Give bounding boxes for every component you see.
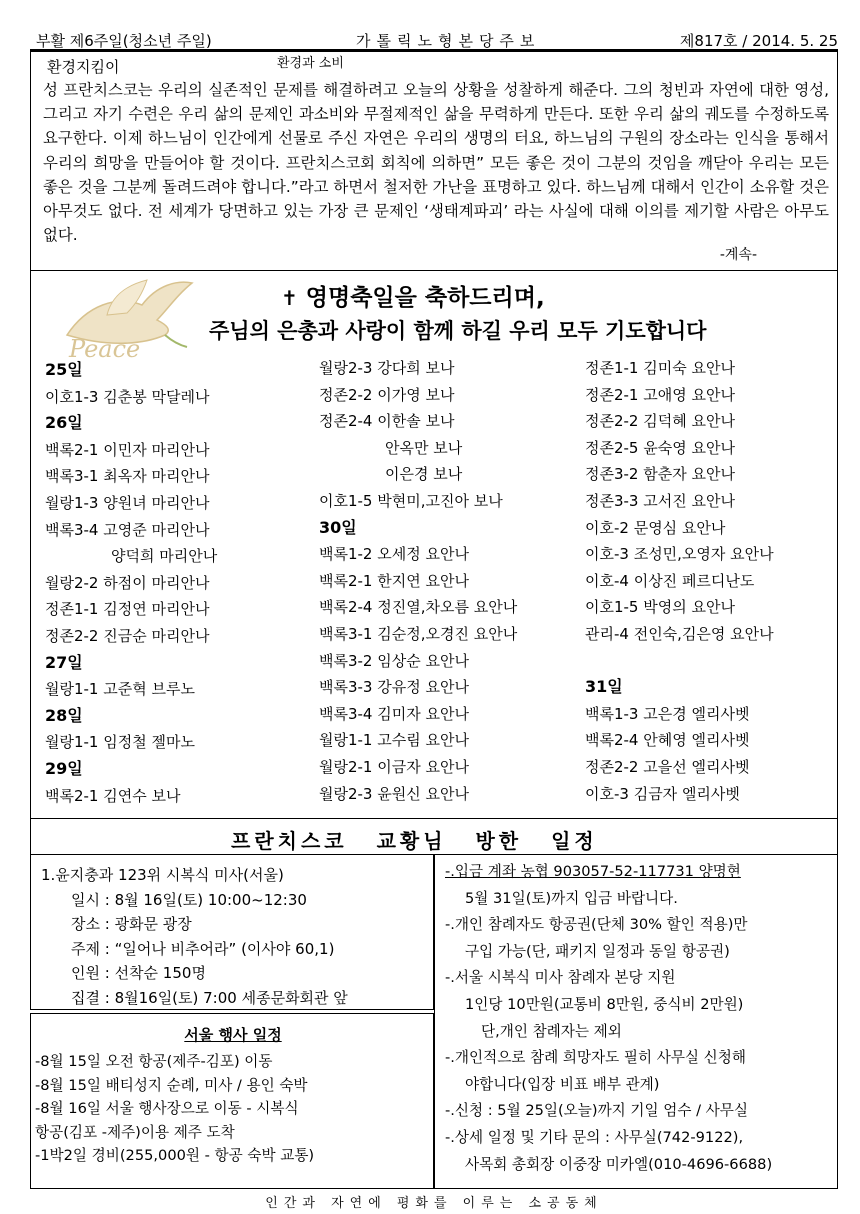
feast-date-heading: 27일 — [45, 652, 83, 672]
seoul-schedule-item: -8월 15일 배티성지 순례, 미사 / 용인 숙박 — [35, 1076, 308, 1094]
bulletin-header — [30, 28, 838, 50]
feast-list-item: 정존2-5 윤숙영 요안나 — [585, 438, 735, 457]
feast-list-item: 백록3-4 김미자 요안나 — [319, 704, 469, 723]
feast-list-item: 월랑2-3 강다희 보나 — [319, 359, 455, 377]
feast-list-item: 백록1-3 고은경 엘리사벳 — [585, 704, 750, 723]
feast-list-item: 정존1-1 김정연 마리안나 — [45, 600, 210, 619]
registration-info-item: -.신청 : 5월 25일(오늘)까지 기일 엄수 / 사무실 — [445, 1102, 748, 1120]
environment-subtitle: 환경과 소비 — [277, 56, 344, 71]
feast-list-item: 이호-3 김금자 엘리사벳 — [585, 784, 740, 803]
papal-visit-title: 프란치스코 교황님 방한 일정 — [231, 829, 598, 853]
feast-list-item: 월랑1-3 양원녀 마리안나 — [45, 493, 210, 512]
feast-list-item: 월랑2-2 하점이 마리안나 — [45, 573, 210, 592]
registration-info-list — [445, 859, 772, 1178]
mass-detail-item: 집결 : 8월16일(토) 7:00 세종문화회관 앞 — [71, 988, 348, 1007]
beatification-mass-box — [30, 855, 434, 1010]
feast-list-item: 정존3-3 고서진 요안나 — [585, 491, 735, 510]
papal-visit-title-bar — [30, 819, 838, 855]
feast-list-item: 정존2-2 김덕혜 요안나 — [585, 412, 735, 431]
continued-note: -계속- — [719, 247, 757, 263]
seoul-schedule-item: -8월 16일 서울 행사장으로 이동 - 시복식 — [35, 1100, 299, 1117]
feast-list-column-3 — [585, 355, 774, 807]
feast-date-heading: 31일 — [585, 677, 623, 697]
feast-list-item: 정존1-1 김미숙 요안나 — [585, 359, 735, 377]
feast-date-heading: 30일 — [319, 517, 357, 537]
feast-list-item: 백록3-2 임상순 요안나 — [319, 651, 469, 670]
feast-list-item: 이호1-3 김춘봉 막달레나 — [45, 387, 210, 406]
environment-body: 성 프란치스코는 우리의 실존적인 문제를 해결하려고 오늘의 상황을 성찰하게 해준다. 그의 청빈과 자연에 대한 영성, 그리고 자기 수련은 우리 삶의 문제인 과소비와 무절제적인 삶을 무력하게 만든다. 또한 우리 삶의 궤도를 수정하도록 요구한다. 이제 하느님이 인간에게 선물로 주신 자연은 우리의 생명의 터요, 하느님의 구원의 장소라는 인식을 통해서 우리의 희망을 만들어야 할 것이다. 프란치스코회 회칙에 의하면” 모든 좋은 것이 그분의 것임을 깨닫아 우리는 모든 좋은 것을 그분께 돌려드려야 합니다.”라고 하면서 철저한 가난을 표명하고 있다. 하느님께 대해서 인간이 소유할 것은 아무것도 없다. 전 세계가 당면하고 있는 가장 큰 문제인 ‘생태계파괴’ 라는 사실에 대해 이의를 제기할 사람은 아무도 없다. — [43, 81, 829, 245]
feast-list-item: 정존3-2 함춘자 요안나 — [585, 465, 735, 484]
feast-date-heading: 28일 — [45, 705, 83, 725]
liturgical-day: 부활 제6주일(청소년 주일) — [36, 32, 212, 50]
feast-list-item: 정존2-2 진금순 마리안나 — [45, 626, 210, 645]
mass-details — [41, 863, 348, 1011]
registration-info-item: -.상세 일정 및 기타 문의 : 사무실(742-9122), — [445, 1128, 744, 1146]
feast-date-heading: 26일 — [45, 413, 83, 433]
registration-info-item: 구입 가능(단, 패키지 일정과 동일 항공권) — [465, 942, 730, 960]
mass-detail-item: 장소 : 광화문 광장 — [71, 915, 192, 934]
mass-detail-item: 일시 : 8월 16일(토) 10:00~12:30 — [71, 890, 307, 909]
registration-info-item: -.서울 시복식 미사 참례자 본당 지원 — [445, 969, 676, 987]
feast-list-item: 정존2-2 고을선 엘리사벳 — [585, 757, 750, 776]
feast-list-item: 월랑1-1 고준혁 브루노 — [45, 680, 195, 699]
registration-info-item: 5월 31일(토)까지 입금 바랍니다. — [465, 889, 678, 907]
feast-list-item: 이은경 보나 — [385, 465, 463, 484]
registration-info-item: -.입금 계좌 농협 903057-52-117731 양명현 — [445, 863, 741, 880]
feast-list-item: 백록3-1 김순정,오경진 요안나 — [319, 624, 518, 643]
feast-list-item: 안옥만 보나 — [385, 438, 463, 457]
seoul-schedule-item: 항공(김포 -제주)이용 제주 도착 — [35, 1123, 235, 1141]
feast-list-item: 백록2-1 이민자 마리안나 — [45, 440, 210, 459]
feast-list-column-2 — [319, 355, 517, 807]
feast-list-item: 백록1-2 오세정 요안나 — [319, 545, 469, 564]
peace-dove-image — [47, 275, 197, 367]
parish-motto: 인간과 자연에 평화를 이루는 소공동체 — [265, 1196, 603, 1211]
cross-icon: ✝ — [281, 286, 298, 310]
feast-list-item: 백록3-4 고영준 마리안나 — [45, 520, 210, 539]
seoul-schedule-item: -8월 15일 오전 항공(제주-김포) 이동 — [35, 1053, 273, 1070]
issue-number-date: 제817호 / 2014. 5. 25 — [679, 32, 838, 50]
feast-list-item: 백록3-1 최옥자 마리안나 — [45, 467, 210, 486]
mass-detail-item: 주제 : “일어나 비추어라” (이사야 60,1) — [71, 939, 335, 958]
registration-info-item: 단,개인 참례자는 제외 — [481, 1022, 622, 1040]
registration-info-item: 사목회 총회장 이중장 미카엘(010-4696-6688) — [465, 1155, 773, 1173]
feast-list-item: 이호-2 문영심 요안나 — [585, 518, 726, 537]
feast-subtitle: 주님의 은총과 사랑이 함께 하길 우리 모두 기도합니다 — [209, 319, 707, 343]
feast-list-item: 월랑1-1 고수림 요안나 — [319, 731, 469, 750]
feast-list-item: 백록2-4 안혜영 엘리사벳 — [585, 731, 750, 750]
registration-info-box — [434, 855, 838, 1189]
seoul-schedule-list — [35, 1050, 314, 1168]
seoul-schedule-title: 서울 행사 일정 — [184, 1026, 282, 1044]
feast-list-item: 월랑2-1 이금자 요안나 — [319, 757, 469, 776]
feast-list-item: 백록3-3 강유정 요안나 — [319, 678, 469, 697]
feast-list-item: 월랑1-1 임정철 젤마노 — [45, 733, 195, 752]
feast-list-item: 이호1-5 박영의 요안나 — [585, 598, 735, 617]
registration-info-item: -.개인적으로 참례 희망자도 필히 사무실 신청해 — [445, 1049, 746, 1067]
feast-day-section — [30, 271, 838, 819]
feast-list-item: 백록2-1 한지연 요안나 — [319, 571, 469, 590]
feast-list-item: 이호-3 조성민,오영자 요안나 — [585, 545, 774, 564]
feast-list-item: 이호-4 이상진 페르디난도 — [585, 571, 755, 590]
feast-list-item: 백록2-4 정진열,차오름 요안나 — [319, 598, 518, 617]
feast-list-item: 정존2-1 고애영 요안나 — [585, 385, 735, 404]
registration-info-item: -.개인 참례자도 항공권(단체 30% 할인 적용)만 — [445, 916, 748, 934]
feast-list-item: 정존2-2 이가영 보나 — [319, 385, 455, 404]
feast-title — [281, 279, 545, 312]
feast-date-heading: 29일 — [45, 758, 83, 778]
bulletin-title: 가톨릭노형본당주보 — [356, 32, 541, 50]
seoul-schedule-box — [30, 1013, 434, 1189]
feast-list-item: 월랑2-3 윤원신 요안나 — [319, 784, 469, 803]
feast-list-item: 이호1-5 박현미,고진아 보나 — [319, 491, 503, 510]
environment-section — [30, 51, 838, 271]
environment-label: 환경지킴이 — [47, 58, 120, 76]
feast-list-item: 관리-4 전인숙,김은영 요안나 — [585, 624, 774, 643]
feast-list-item: 백록2-1 김연수 보나 — [45, 786, 181, 805]
registration-info-item: 야합니다(입장 비표 배부 관계) — [465, 1075, 660, 1093]
seoul-schedule-item: -1박2일 경비(255,000원 - 항공 숙박 교통) — [35, 1147, 315, 1164]
feast-list-column-1 — [45, 357, 217, 809]
mass-detail-item: 1.윤지충과 123위 시복식 미사(서울) — [41, 866, 284, 884]
feast-list-item: 정존2-4 이한솔 보나 — [319, 412, 455, 431]
feast-title-text: 영명축일을 축하드리며, — [305, 285, 545, 311]
feast-date-heading: 25일 — [45, 360, 83, 379]
dove-text: Peace — [69, 335, 141, 363]
feast-list-item: 양덕희 마리안나 — [111, 547, 218, 566]
feast-list-item — [585, 648, 774, 675]
mass-detail-item: 인원 : 선착순 150명 — [71, 964, 206, 983]
registration-info-item: 1인당 10만원(교통비 8만원, 중식비 2만원) — [465, 995, 744, 1013]
